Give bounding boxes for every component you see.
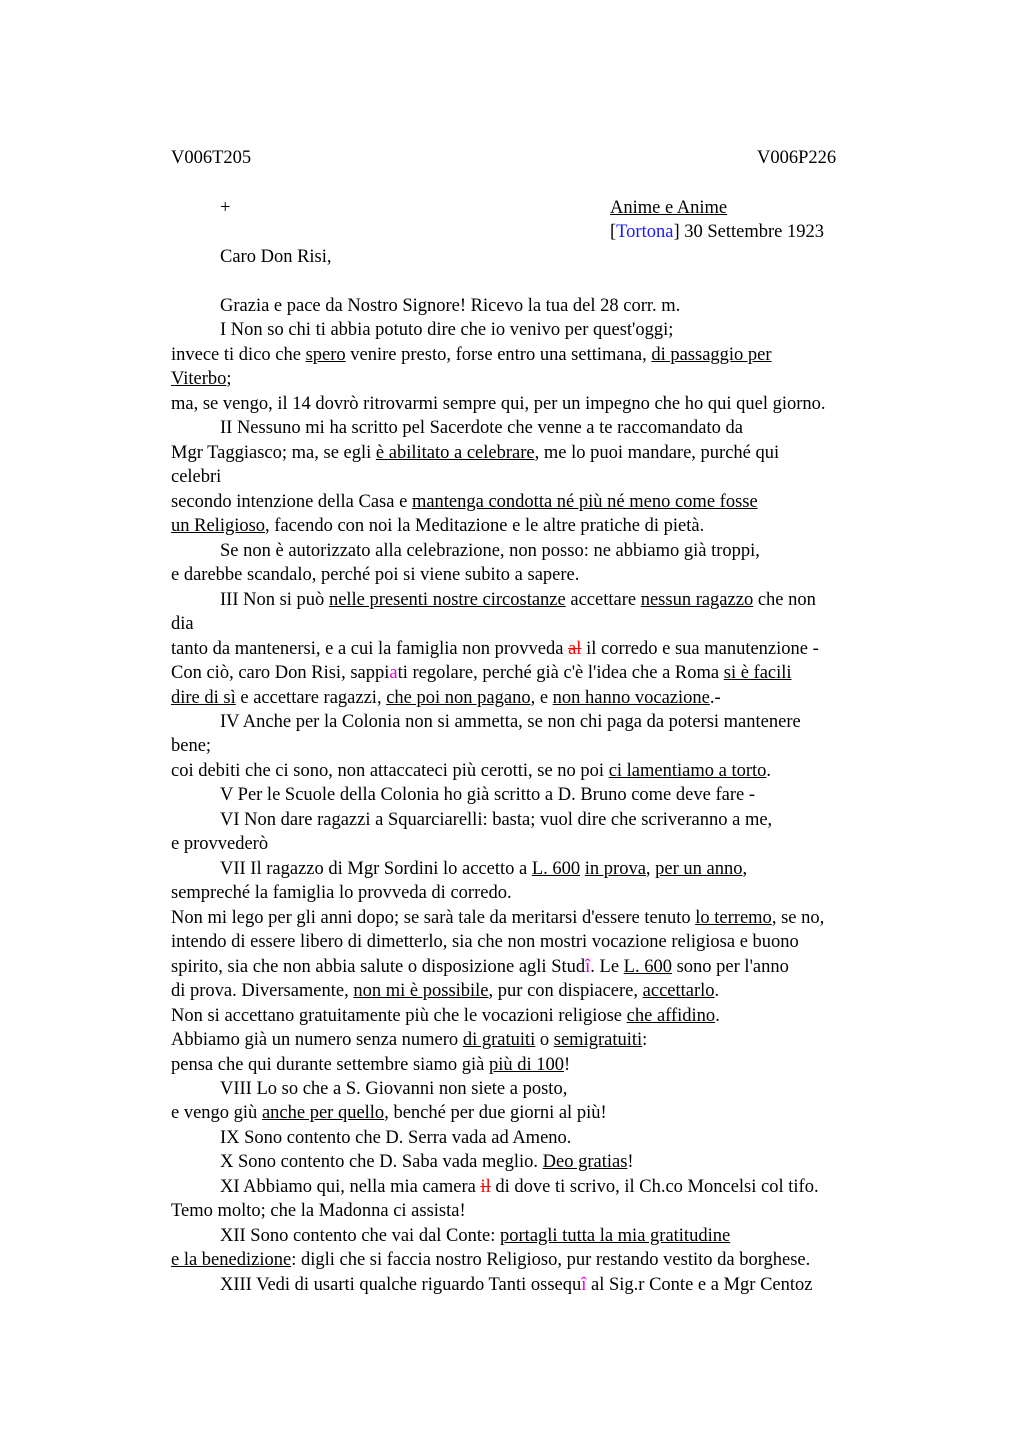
text-line: un Religioso, facendo con noi la Meditazione e le altre pratiche di pietà.: [171, 516, 705, 536]
text-line: Viterbo;: [171, 369, 232, 389]
text-line: III Non si può nelle presenti nostre circostanze accettare nessun ragazzo che non: [220, 590, 816, 610]
text-line: XI Abbiamo qui, nella mia camera il di dove ti scrivo, il Ch.co Moncelsi col tifo.: [220, 1177, 819, 1197]
text-line: invece ti dico che spero venire presto, forse entro una settimana, di passaggio per: [171, 345, 772, 365]
archive-code-right: V006P226: [757, 148, 837, 168]
text-line: e la benedizione: digli che si faccia nostro Religioso, pur restando vestito da borghese.: [171, 1250, 811, 1270]
text-line: Abbiamo già un numero senza numero di gratuiti o semigratuiti:: [171, 1030, 648, 1050]
text-line: e vengo giù anche per quello, benché per due giorni al più!: [171, 1103, 607, 1123]
text-line: I Non so chi ti abbia potuto dire che io venivo per quest'oggi;: [220, 320, 674, 340]
text-line: sempreché la famiglia lo provveda di corredo.: [171, 883, 512, 903]
text-line: X Sono contento che D. Saba vada meglio. Deo gratias!: [220, 1152, 634, 1172]
deleted-word: al: [568, 639, 582, 659]
text-line: IX Sono contento che D. Serra vada ad Ameno.: [220, 1128, 572, 1148]
text-line: secondo intenzione della Casa e mantenga condotta né più né meno come fosse: [171, 492, 758, 512]
text-line: II Nessuno mi ha scritto pel Sacerdote che venne a te raccomandato da: [220, 418, 743, 438]
text-line: Temo molto; che la Madonna ci assista!: [171, 1201, 466, 1221]
text-line: VIII Lo so che a S. Giovanni non siete a posto,: [220, 1079, 568, 1099]
text-line: Grazia e pace da Nostro Signore! Ricevo la tua del 28 corr. m.: [220, 296, 681, 316]
text-line: Se non è autorizzato alla celebrazione, non posso: ne abbiamo già troppi,: [220, 541, 760, 561]
text-line: tanto da mantenersi, e a cui la famiglia non provveda al il corredo e sua manutenzione -: [171, 639, 819, 659]
text-line: XIII Vedi di usarti qualche riguardo Tanti ossequî al Sig.r Conte e a Mgr Centoz: [220, 1275, 813, 1295]
text-line: celebri: [171, 467, 222, 487]
text-line: di prova. Diversamente, non mi è possibile, pur con dispiacere, accettarlo.: [171, 981, 720, 1001]
salutation: Caro Don Risi,: [220, 247, 332, 267]
text-line: dia: [171, 614, 194, 634]
text-line: coi debiti che ci sono, non attaccateci più cerotti, se no poi ci lamentiamo a torto.: [171, 761, 772, 781]
text-line: Non si accettano gratuitamente più che le vocazioni religiose che affidino.: [171, 1006, 720, 1026]
text-line: pensa che qui durante settembre siamo già più di 100!: [171, 1055, 571, 1075]
inserted-letter: î: [585, 957, 591, 977]
text-line: XII Sono contento che vai dal Conte: portagli tutta la mia gratitudine: [220, 1226, 731, 1246]
place-name: Tortona: [616, 222, 674, 242]
text-line: bene;: [171, 736, 212, 756]
text-line: intendo di essere libero di dimetterlo, sia che non mostri vocazione religiosa e buono: [171, 932, 799, 952]
text-line: Mgr Taggiasco; ma, se egli è abilitato a celebrare, me lo puoi mandare, purché qui: [171, 443, 780, 463]
text-line: VI Non dare ragazzi a Squarciarelli: basta; vuol dire che scriveranno a me,: [220, 810, 773, 830]
letter-date: 30 Settembre 1923: [679, 222, 825, 242]
text-line: IV Anche per la Colonia non si ammetta, se non chi paga da potersi mantenere: [220, 712, 801, 732]
inserted-letter: î: [581, 1275, 587, 1295]
text-line: ma, se vengo, il 14 dovrò ritrovarmi sempre qui, per un impegno che ho qui quel giorno.: [171, 394, 826, 414]
letter-heading-title: Anime e Anime: [610, 198, 728, 218]
text-line: V Per le Scuole della Colonia ho già scritto a D. Bruno come deve fare -: [220, 785, 755, 805]
text-line: dire di sì e accettare ragazzi, che poi non pagano, e non hanno vocazione.-: [171, 688, 721, 708]
deleted-word: il: [480, 1177, 491, 1197]
text-line: e darebbe scandalo, perché poi si viene subito a sapere.: [171, 565, 580, 585]
text-line: e provvederò: [171, 834, 269, 854]
text-line: Con ciò, caro Don Risi, sappiati regolare, perché già c'è l'idea che a Roma si è facili: [171, 663, 792, 683]
archive-code-left: V006T205: [171, 148, 252, 168]
text-line: Non mi lego per gli anni dopo; se sarà tale da meritarsi d'essere tenuto lo terremo, se no,: [171, 908, 825, 928]
place-date-line: [Tortona] 30 Settembre 1923: [610, 222, 825, 242]
text-line: spirito, sia che non abbia salute o disposizione agli Studî. Le L. 600 sono per l'anno: [171, 957, 789, 977]
cross-mark: +: [220, 198, 231, 218]
inserted-letter: a: [389, 663, 398, 683]
text-line: VII Il ragazzo di Mgr Sordini lo accetto a L. 600 in prova, per un anno,: [220, 859, 748, 879]
